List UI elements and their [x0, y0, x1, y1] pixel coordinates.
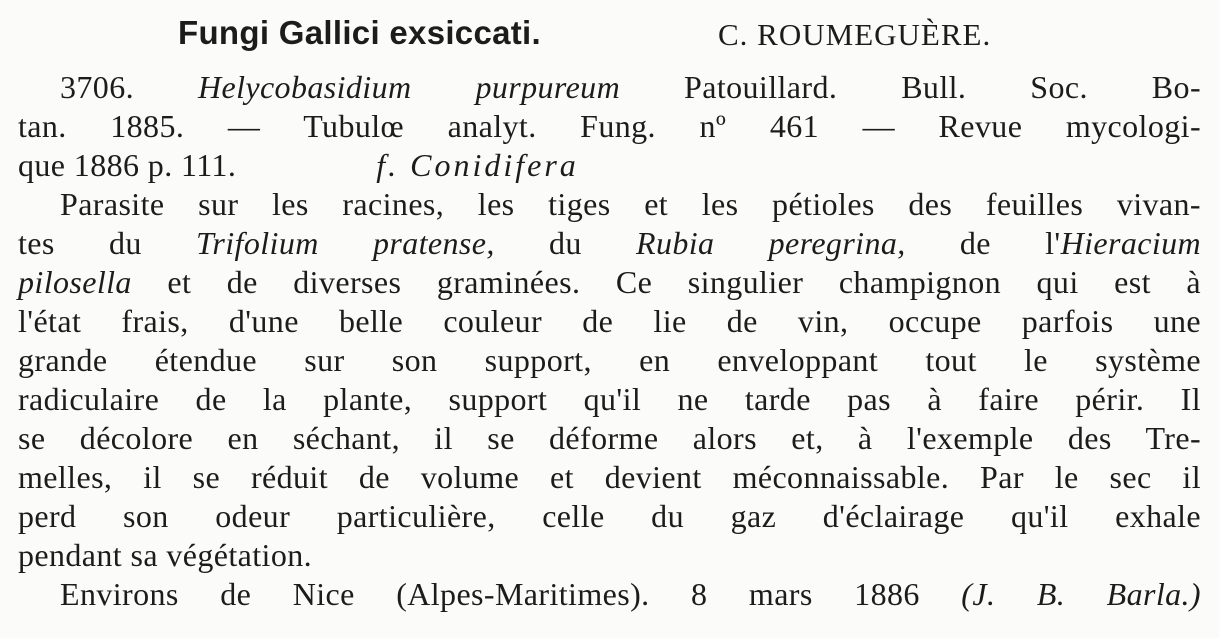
host-species-hieracium: Hieracium — [1060, 225, 1202, 261]
description-line-9: perd son odeur particulière, celle du gaz d'éclairage qu'il exhale — [18, 498, 1201, 534]
description-text: tes du — [18, 225, 142, 261]
series-title: Fungi Gallici exsiccati. — [178, 14, 541, 51]
reference-part-3: que 1886 p. 111. — [18, 147, 237, 183]
collector-name: (J. B. Barla.) — [961, 576, 1201, 612]
entry-line-2: tan. 1885. — Tubulœ analyt. Fung. nº 461 — Revue mycologi- — [18, 108, 1201, 144]
entry-line-1 — [18, 68, 1201, 107]
description-line-10: pendant sa végétation. — [18, 537, 313, 573]
reference-part-1: Patouillard. Bull. Soc. Bo- — [684, 69, 1201, 105]
series-author: C. ROUMEGUÈRE. — [718, 17, 992, 52]
description-text: de l' — [959, 225, 1061, 261]
description-line-6: radiculaire de la plante, support qu'il ne tarde pas à faire périr. Il — [18, 381, 1201, 417]
host-species-pilosella: pilosella — [18, 264, 132, 300]
species-name: Helycobasidium purpureum — [197, 69, 621, 105]
description-line-7: se décolore en séchant, il se déforme alors et, à l'exemple des Tre- — [18, 420, 1201, 456]
description-line-8: melles, il se réduit de volume et devient méconnaissable. Par le sec il — [18, 459, 1201, 495]
host-species-trifolium: Trifolium pratense, — [195, 225, 495, 261]
description-line-4: l'état frais, d'une belle couleur de lie de vin, occupe parfois une — [18, 303, 1201, 339]
description-line-5: grande étendue sur son support, en enveloppant tout le système — [18, 342, 1201, 378]
description-text: et de diverses graminées. Ce singulier champignon qui est à — [167, 264, 1201, 300]
description-line-2 — [18, 224, 1201, 263]
label-header — [18, 14, 1201, 60]
locality-text: Environs de Nice (Alpes-Maritimes). 8 mars 1886 — [60, 576, 920, 612]
entry-line-3 — [18, 146, 1201, 185]
host-species-rubia: Rubia peregrina, — [636, 225, 906, 261]
description-text: du — [548, 225, 582, 261]
locality-line — [18, 575, 1201, 614]
description-line-1: Parasite sur les racines, les tiges et les pétioles des feuilles vivan- — [60, 186, 1201, 222]
label-body — [18, 68, 1201, 614]
form-name: f. Conidifera — [376, 147, 579, 183]
herbarium-label — [18, 6, 1201, 632]
specimen-number: 3706. — [60, 69, 134, 105]
description-line-3 — [18, 263, 1201, 302]
